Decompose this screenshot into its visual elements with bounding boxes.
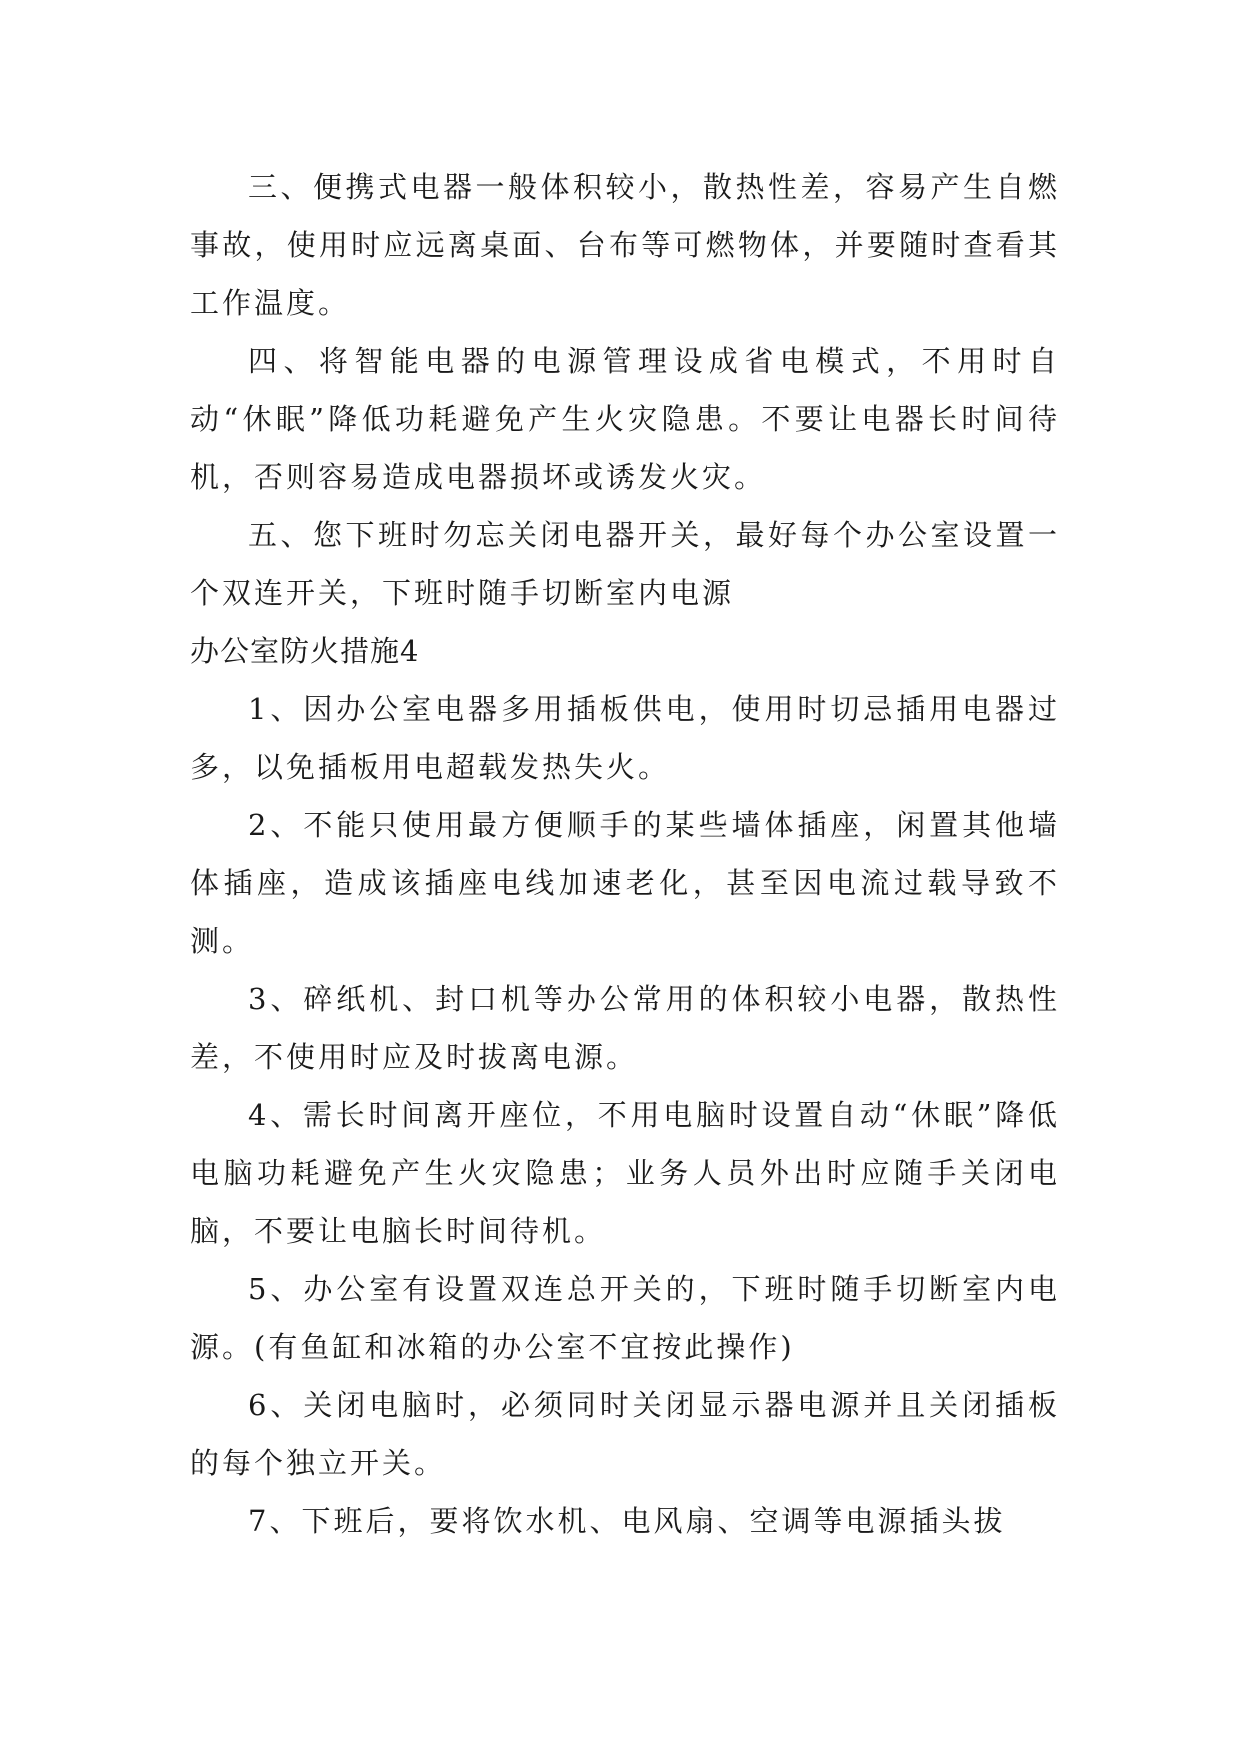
- section-heading: 办公室防火措施4: [190, 634, 420, 668]
- paragraph-measure-6: 6、关闭电脑时，必须同时关闭显示器电源并且关闭插板的每个独立开关。: [190, 1388, 1060, 1480]
- paragraph-measure-3: 3、碎纸机、封口机等办公常用的体积较小电器，散热性差，不使用时应及时拔离电源。: [190, 982, 1060, 1074]
- paragraph-item-three: 三、便携式电器一般体积较小，散热性差，容易产生自燃事故，使用时应远离桌面、台布等可燃物体，并要随时查看其工作温度。: [190, 170, 1060, 320]
- document-body: [190, 158, 1060, 1550]
- paragraph-measure-2: 2、不能只使用最方便顺手的某些墙体插座，闲置其他墙体插座，造成该插座电线加速老化，甚至因电流过载导致不测。: [190, 808, 1060, 958]
- paragraph-item-four: 四、将智能电器的电源管理设成省电模式，不用时自动“休眠”降低功耗避免产生火灾隐患。不要让电器长时间待机，否则容易造成电器损坏或诱发火灾。: [190, 344, 1060, 494]
- paragraph-item-five: 五、您下班时勿忘关闭电器开关，最好每个办公室设置一个双连开关，下班时随手切断室内电源: [190, 518, 1060, 610]
- paragraph-measure-1: 1、因办公室电器多用插板供电，使用时切忌插用电器过多，以免插板用电超载发热失火。: [190, 692, 1060, 784]
- paragraph-measure-4: 4、需长时间离开座位，不用电脑时设置自动“休眠”降低电脑功耗避免产生火灾隐患；业务人员外出时应随手关闭电脑，不要让电脑长时间待机。: [190, 1098, 1060, 1248]
- paragraph-measure-7: 7、下班后，要将饮水机、电风扇、空调等电源插头拔: [248, 1504, 1006, 1538]
- paragraph-measure-5: 5、办公室有设置双连总开关的，下班时随手切断室内电源。(有鱼缸和冰箱的办公室不宜按此操作): [190, 1272, 1060, 1364]
